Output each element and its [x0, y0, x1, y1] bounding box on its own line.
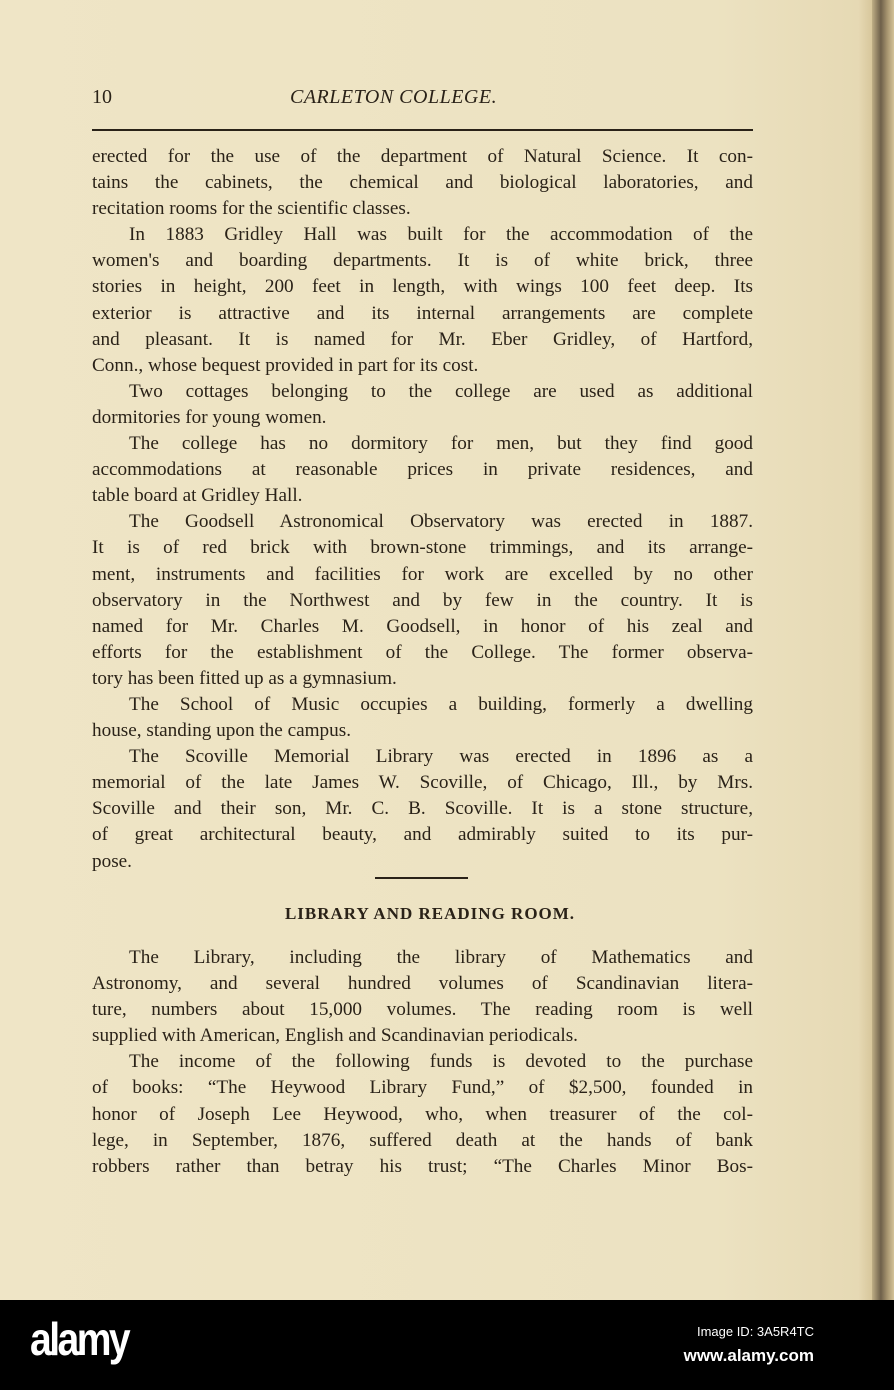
text-line: robbers rather than betray his trust; “The Charles Minor Bos-	[92, 1155, 753, 1177]
text-line: The School of Music occupies a building, formerly a dwelling	[129, 693, 753, 715]
section-body-2	[92, 945, 753, 1180]
section-divider	[375, 877, 468, 879]
text-line: ture, numbers about 15,000 volumes. The reading room is well	[92, 999, 753, 1021]
running-title: CARLETON COLLEGE.	[290, 86, 498, 108]
text-line: supplied with American, English and Scandinavian periodicals.	[92, 1025, 578, 1047]
text-line: exterior is attractive and its internal arrangements are complete	[92, 302, 753, 324]
text-line: accommodations at reasonable prices in private residences, and	[92, 459, 753, 481]
text-line: Astronomy, and several hundred volumes of Scandinavian litera-	[92, 973, 753, 995]
alamy-logo: alamy	[30, 1313, 129, 1365]
text-line: memorial of the late James W. Scoville, of Chicago, Ill., by Mrs.	[92, 772, 753, 794]
text-line: recitation rooms for the scientific classes.	[92, 198, 411, 220]
text-line: table board at Gridley Hall.	[92, 485, 303, 507]
page-edge	[872, 0, 894, 1300]
text-line: pose.	[92, 850, 132, 872]
text-line: of books: “The Heywood Library Fund,” of $2,500, founded in	[92, 1077, 753, 1099]
text-line: It is of red brick with brown-stone trimmings, and its arrange-	[92, 537, 753, 559]
site-url: www.alamy.com	[683, 1346, 814, 1365]
text-line: women's and boarding departments. It is of white brick, three	[92, 250, 753, 272]
text-line: tory has been fitted up as a gymnasium.	[92, 667, 397, 689]
text-line: ment, instruments and facilities for work are excelled by no other	[92, 563, 753, 585]
watermark-footer-bar	[0, 1300, 894, 1390]
text-line: erected for the use of the department of Natural Science. It con-	[92, 146, 753, 167]
text-line: lege, in September, 1876, suffered death at the hands of bank	[92, 1129, 753, 1151]
section-body-1	[92, 144, 753, 875]
text-line: stories in height, 200 feet in length, with wings 100 feet deep. Its	[92, 276, 753, 298]
text-line: The college has no dormitory for men, but they find good	[129, 433, 753, 455]
header-rule	[92, 129, 753, 131]
text-line: In 1883 Gridley Hall was built for the accommodation of the	[129, 224, 753, 246]
text-line: named for Mr. Charles M. Goodsell, in honor of his zeal and	[92, 615, 753, 637]
image-id: Image ID: 3A5R4TC	[696, 1324, 814, 1339]
page-number: 10	[92, 86, 112, 108]
text-line: of great architectural beauty, and admirably suited to its pur-	[92, 824, 753, 846]
text-line: efforts for the establishment of the College. The former observa-	[92, 641, 753, 663]
text-line: tains the cabinets, the chemical and biological laboratories, and	[92, 172, 753, 194]
text-line: dormitories for young women.	[92, 406, 327, 428]
section-heading: LIBRARY AND READING ROOM.	[284, 904, 576, 923]
text-line: The income of the following funds is devoted to the purchase	[129, 1051, 753, 1073]
text-line: The Scoville Memorial Library was erected in 1896 as a	[129, 746, 753, 768]
text-line: Scoville and their son, Mr. C. B. Scoville. It is a stone structure,	[92, 798, 753, 820]
text-line: The Goodsell Astronomical Observatory was erected in 1887.	[129, 511, 753, 533]
text-line: The Library, including the library of Mathematics and	[129, 947, 753, 968]
text-line: Conn., whose bequest provided in part for its cost.	[92, 354, 479, 376]
text-line: honor of Joseph Lee Heywood, who, when treasurer of the col-	[92, 1103, 753, 1125]
text-line: Two cottages belonging to the college are used as additional	[129, 380, 753, 402]
text-line: observatory in the Northwest and by few in the country. It is	[92, 589, 753, 611]
text-line: and pleasant. It is named for Mr. Eber Gridley, of Hartford,	[92, 328, 753, 350]
text-line: house, standing upon the campus.	[92, 720, 351, 742]
